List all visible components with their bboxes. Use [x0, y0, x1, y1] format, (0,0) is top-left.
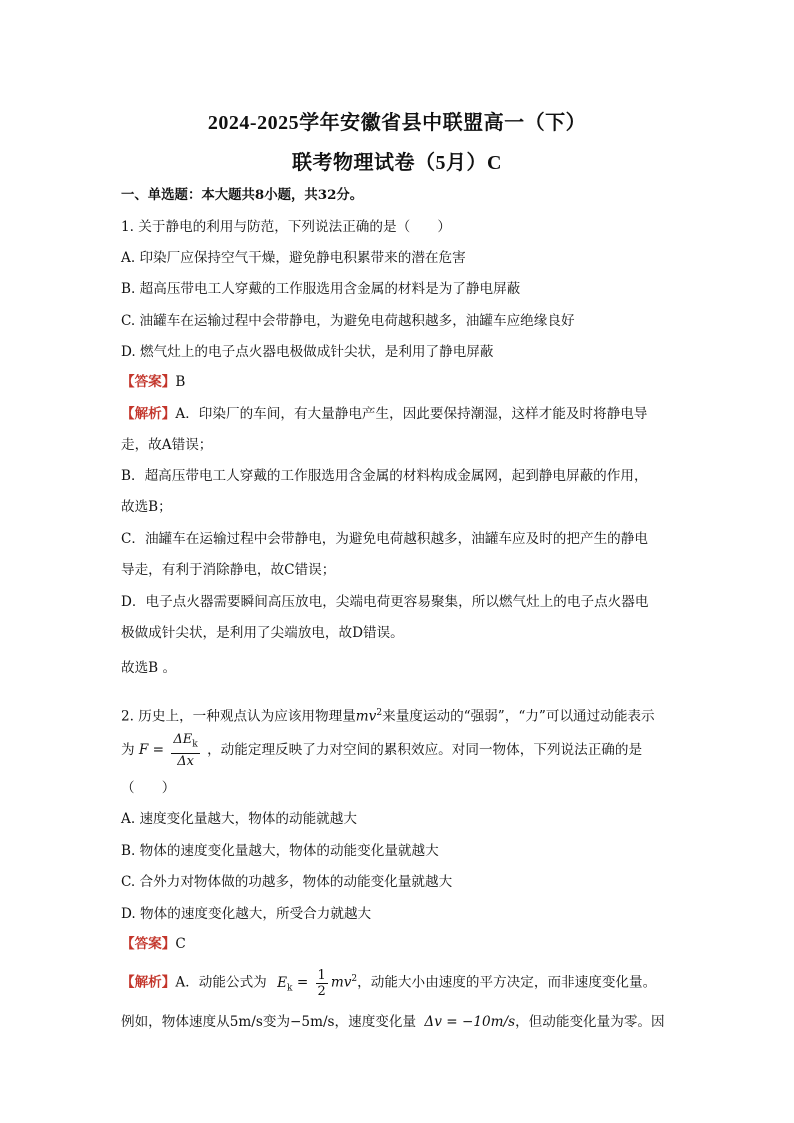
q2-half-numerator: 1 — [317, 967, 326, 983]
q2-ek-sub: k — [287, 983, 293, 994]
q2-formula-line — [121, 732, 681, 769]
q1-option-d: D. 燃气灶上的电子点火器电极做成针尖状，是利用了静电屏蔽 — [121, 344, 494, 360]
q2-analysis-line1 — [121, 962, 681, 1005]
q1-analysis-d-line1: D．电子点火器需要瞬间高压放电，尖端电荷更容易聚集，所以燃气灶上的电子点火器电 — [121, 594, 649, 610]
q1-answer-value: B — [175, 374, 186, 390]
q1-stem: 1. 关于静电的利用与防范，下列说法正确的是（ ） — [121, 219, 451, 235]
q1-analysis-a-line1 — [121, 405, 681, 423]
q2-delta-v: Δv = −10m/s — [424, 1014, 516, 1030]
answer-tag: 【答案】 — [121, 936, 176, 952]
q2-option-d: D. 物体的速度变化越大，所受合力就越大 — [121, 906, 372, 922]
exam-title-line2: 联考物理试卷（5月）C — [292, 152, 502, 174]
q2-num-text: ΔE — [173, 732, 193, 747]
q2-analysis-line2 — [121, 1013, 681, 1031]
q2-option-b: B. 物体的速度变化量越大，物体的动能变化量就越大 — [121, 843, 439, 859]
q1-option-a: A. 印染厂应保持空气干燥，避免静电积累带来的潜在危害 — [121, 250, 466, 266]
analysis-tag: 【解析】 — [121, 974, 176, 991]
q1-conclusion: 故选B 。 — [121, 660, 177, 676]
q1-analysis-d-line2: 极做成针尖状，是利用了尖端放电，故D错误。 — [121, 625, 404, 641]
q2-formula-post: ，动能定理反映了力对空间的累积效应。对同一物体，下列说法正确的是 — [207, 741, 643, 758]
analysis-tag: 【解析】 — [121, 406, 176, 422]
q2-analysis-pre: A．动能公式为 — [175, 974, 267, 991]
q2-option-a: A. 速度变化量越大，物体的动能就越大 — [121, 811, 357, 827]
section-header: 一、单选题：本大题共8小题，共32分。 — [121, 187, 364, 203]
q1-analysis-a-text: A．印染厂的车间，有大量静电产生，因此要保持潮湿，这样才能及时将静电导 — [175, 406, 648, 422]
q2-mv-symbol: mv — [330, 974, 352, 991]
q2-formula-lhs: F = — [138, 741, 165, 758]
q2-answer-value: C — [175, 936, 186, 952]
q1-analysis-b-line2: 故选B； — [121, 499, 172, 515]
q2-stem-exp: 2 — [376, 708, 383, 718]
q2-ek-e: E — [277, 974, 288, 991]
q2-half-fraction — [316, 968, 328, 999]
q2-formula-fraction — [171, 732, 199, 769]
q2-num-sub: k — [192, 739, 198, 750]
q2-half-denominator: 2 — [317, 983, 326, 999]
q2-ek-equals: = — [296, 974, 309, 991]
q1-option-c: C. 油罐车在运输过程中会带静电，为避免电荷越积越多，油罐车应绝缘良好 — [121, 313, 575, 329]
q2-analysis-tail: ，但动能变化量为零。因 — [515, 1014, 665, 1030]
q2-analysis-post: ，动能大小由速度的平方决定，而非速度变化量。 — [357, 974, 657, 991]
q2-stem-post: 来量度运动的“强弱”，“力”可以通过动能表示 — [382, 708, 655, 725]
q2-mv-exp: 2 — [351, 974, 358, 984]
q2-stem-pre: 2. 历史上，一种观点认为应该用物理量 — [121, 708, 356, 725]
q1-option-b: B. 超高压带电工人穿戴的工作服选用含金属的材料是为了静电屏蔽 — [121, 281, 521, 297]
q1-answer — [121, 373, 681, 391]
q1-analysis-a-line2: 走，故A错误； — [121, 437, 213, 453]
exam-title-line1: 2024-2025学年安徽省县中联盟高一（下） — [207, 112, 587, 134]
q1-analysis-b-line1: B．超高压带电工人穿戴的工作服选用含金属的材料构成金属网，起到静电屏蔽的作用， — [121, 468, 648, 484]
q2-option-c: C. 合外力对物体做的功越多，物体的动能变化量就越大 — [121, 874, 453, 890]
q2-answer — [121, 935, 681, 953]
q2-stem — [121, 704, 681, 726]
q2-formula-numerator — [171, 732, 199, 754]
q1-analysis-c-line1: C．油罐车在运输过程中会带静电，为避免电荷越积越多，油罐车应及时的把产生的静电 — [121, 531, 648, 547]
q2-stem-var: mv — [355, 708, 377, 725]
q2-analysis-example: 例如，物体速度从5m/s变为−5m/s，速度变化量 — [121, 1014, 417, 1030]
q2-ek-symbol — [277, 974, 293, 994]
q2-formula-pre: 为 — [121, 741, 135, 758]
q2-formula-denominator: Δx — [177, 753, 194, 769]
answer-tag: 【答案】 — [121, 374, 176, 390]
q2-paren: （ ） — [121, 780, 176, 796]
q1-analysis-c-line2: 导走，有利于消除静电，故C错误； — [121, 562, 336, 578]
